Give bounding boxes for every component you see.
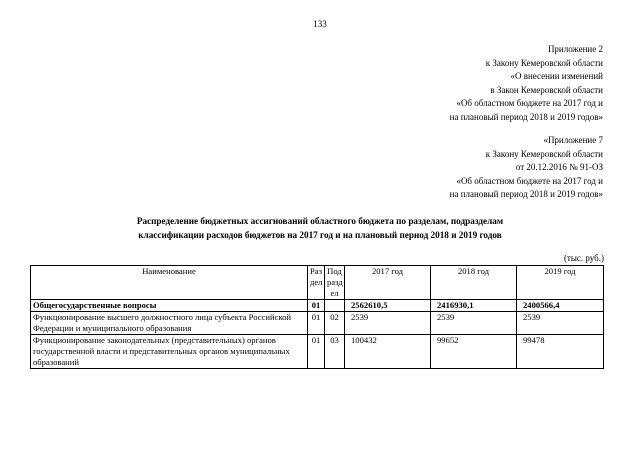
appendix-7-line: «Об областном бюджете на 2017 год и — [456, 175, 603, 186]
header-subsection: Под разд ел — [325, 266, 345, 300]
appendix-2-header — [450, 43, 603, 125]
page-number: 133 — [313, 19, 327, 29]
header-name: Наименование — [31, 266, 308, 300]
table-row — [31, 300, 604, 312]
units-label: (тыс. руб.) — [563, 253, 604, 263]
row-subsection — [325, 300, 345, 312]
row-2019: 99478 — [517, 335, 604, 369]
row-2017: 2562610,5 — [345, 300, 431, 312]
row-name: Функционирование законодательных (представительных) органов государственной власти и представительных органов муниципальных образований — [31, 335, 308, 369]
appendix-7-line: на плановый период 2018 и 2019 годов» — [449, 189, 603, 200]
document-title-line: Распределение бюджетных ассигнований областного бюджета по разделам, подразделам — [136, 216, 504, 226]
header-section: Раз дел — [308, 266, 325, 300]
header-2018: 2018 год — [431, 266, 517, 300]
row-section: 01 — [308, 335, 325, 369]
appendix-7-line: «Приложение 7 — [543, 135, 603, 145]
row-name: Функционирование высшего должностного лица субъекта Российской Федерации и муниципального образования — [31, 312, 308, 335]
row-2018: 2416930,1 — [431, 300, 517, 312]
row-2017: 2539 — [345, 312, 431, 335]
table-row — [31, 312, 604, 335]
header-2019: 2019 год — [517, 266, 604, 300]
appendix-7-line: к Закону Кемеровской области — [485, 148, 603, 159]
row-2019: 2400566,4 — [517, 300, 604, 312]
row-section: 01 — [308, 300, 325, 312]
document-title — [0, 214, 640, 242]
row-2019: 2539 — [517, 312, 604, 335]
row-section: 01 — [308, 312, 325, 335]
appendix-2-line: «О внесении изменений — [510, 71, 603, 82]
table-row — [31, 335, 604, 369]
document-title-line: классификации расходов бюджетов на 2017 год и на плановый период 2018 и 2019 годов — [138, 230, 502, 240]
appendix-7-line: от 20.12.2016 № 91-ОЗ — [515, 162, 603, 173]
header-2017: 2017 год — [345, 266, 431, 300]
appendix-7-header — [450, 134, 603, 202]
row-2017: 100432 — [345, 335, 431, 369]
row-subsection: 02 — [325, 312, 345, 335]
table-header-row — [31, 266, 604, 300]
appendix-2-line: в Закон Кемеровской области — [490, 84, 603, 95]
appendix-2-line: к Закону Кемеровской области — [485, 57, 603, 68]
row-2018: 99652 — [431, 335, 517, 369]
row-name: Общегосударственные вопросы — [31, 300, 308, 312]
budget-table — [30, 265, 604, 369]
row-subsection: 03 — [325, 335, 345, 369]
row-2018: 2539 — [431, 312, 517, 335]
appendix-2-line: на плановый период 2018 и 2019 годов» — [449, 111, 603, 122]
appendix-2-line: «Об областном бюджете на 2017 год и — [456, 98, 603, 109]
appendix-2-line: Приложение 2 — [547, 44, 603, 54]
